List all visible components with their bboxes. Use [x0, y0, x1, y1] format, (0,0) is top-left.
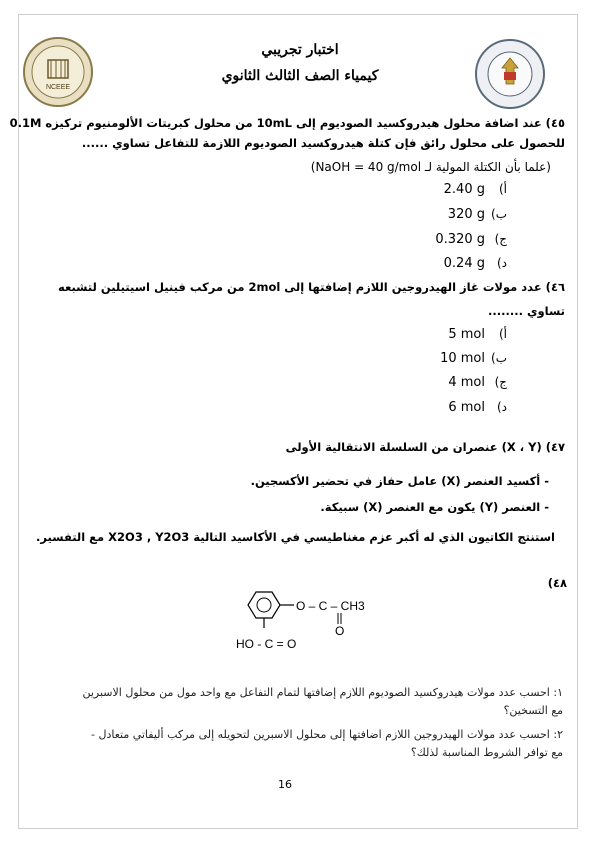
option-value: 10 mol: [440, 351, 485, 366]
q46-option-b[interactable]: [347, 351, 507, 366]
exam-title: اختبار تجريبي: [261, 42, 339, 58]
q48-label: ٤٨): [547, 576, 567, 590]
benzene-inner-circle: [257, 598, 271, 612]
option-letter: د): [496, 400, 507, 414]
option-letter: ج): [494, 375, 507, 389]
q45-option-a[interactable]: [347, 182, 507, 197]
q45-line2: للحصول على محلول رائق فإن كتلة هيدروكسيد الصوديوم اللازمة للتفاعل تساوي ......: [81, 136, 565, 150]
q46-line2: تساوي ........: [488, 304, 565, 318]
option-value: 320 g: [447, 207, 485, 222]
ministry-logo-icon: [474, 38, 546, 110]
q46-option-d[interactable]: [347, 400, 507, 415]
q47-line4: استنتج الكاتيون الذي له أكبر عزم مغناطيسي في الأكاسيد التالية X2O3 , Y2O3 مع التفسير.: [36, 530, 555, 544]
q46-option-c[interactable]: [347, 375, 507, 390]
option-letter: أ): [498, 182, 507, 196]
q45-option-d[interactable]: [347, 256, 507, 271]
q45-option-c[interactable]: [347, 232, 507, 247]
carbonyl-o-label: O: [335, 624, 345, 638]
option-letter: ج): [494, 232, 507, 246]
svg-text:NCEEE: NCEEE: [45, 84, 71, 91]
option-value: 0.320 g: [435, 232, 485, 247]
q46-line1: ٤٦) عدد مولات غاز الهيدروجين اللازم إضافتها إلى 2mol من مركب فينيل اسيتيلين لتشبعه: [58, 280, 565, 294]
q47-line2: - أكسيد العنصر (X) عامل حفاز في تحضير الأكسجين.: [250, 474, 549, 488]
option-value: 4 mol: [448, 375, 485, 390]
q45-option-b[interactable]: [347, 207, 507, 222]
q47-line3: - العنصر (Y) يكون مع العنصر (X) سبيكة.: [320, 500, 549, 514]
q45-note: (علما بأن الكتلة المولية لـ NaOH = 40 g/mol): [310, 160, 551, 174]
option-value: 5 mol: [448, 327, 485, 342]
option-letter: ب): [491, 207, 507, 221]
q48-part1-line2: مع التسخين؟: [503, 704, 563, 717]
aspirin-structure-diagram: [228, 588, 398, 658]
option-letter: ب): [491, 351, 507, 365]
option-value: 0.24 g: [443, 256, 485, 271]
option-value: 2.40 g: [443, 182, 485, 197]
q46-option-a[interactable]: [347, 327, 507, 342]
benzene-ring: [248, 592, 280, 618]
page-number: 16: [278, 778, 292, 791]
ester-group-label: O – C – CH3: [296, 599, 365, 613]
nceee-logo-icon: [22, 36, 94, 108]
option-value: 6 mol: [448, 400, 485, 415]
q47-line1: ٤٧) (X ، Y) عنصران من السلسلة الانتقالية الأولى: [285, 440, 565, 454]
option-letter: د): [496, 256, 507, 270]
option-letter: أ): [498, 327, 507, 341]
q48-part2-line2: مع توافر الشروط المناسبة لذلك؟: [410, 746, 563, 759]
q48-part1-line1: ١: احسب عدد مولات هيدروكسيد الصوديوم اللازم إضافتها لتمام التفاعل مع واحد مول من محلول الاسبرين: [82, 686, 563, 699]
q48-part2-line1: ٢: احسب عدد مولات الهيدروجين اللازم اضافتها إلى محلول الاسبرين لتحويله إلى مركب أليفاتي متعادل -: [90, 728, 563, 741]
acid-group-label: HO - C = O: [236, 637, 297, 651]
q45-line1: ٤٥) عند اضافة محلول هيدروكسيد الصوديوم إلى 10mL من محلول كبريتات الألومنيوم تركيزه 0.1M: [9, 116, 565, 130]
exam-subtitle: كيمياء الصف الثالث الثانوي: [221, 68, 379, 84]
